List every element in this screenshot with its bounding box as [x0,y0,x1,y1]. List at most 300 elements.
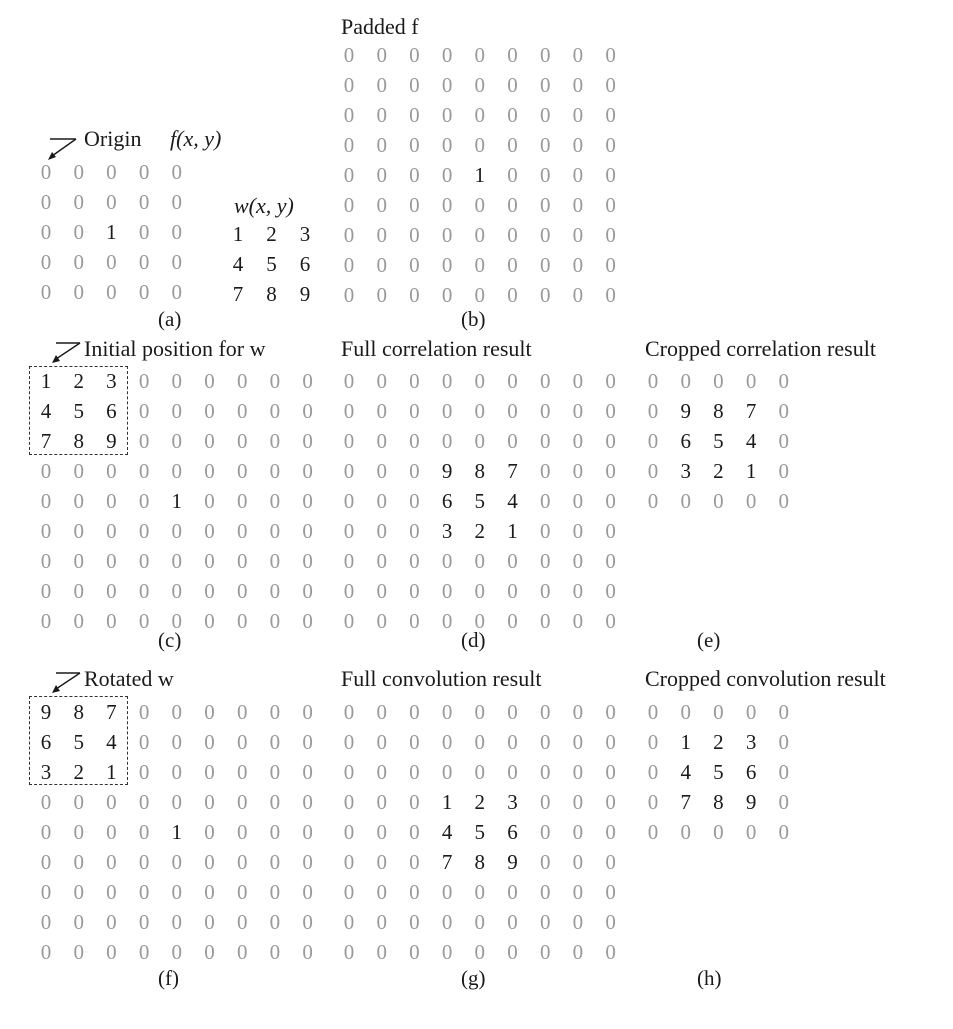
matrix-cell: 0 [539,133,551,157]
matrix-cell: 0 [778,700,790,724]
matrix-cell: 0 [441,579,453,603]
matrix-cell: 0 [441,609,453,633]
matrix-cell: 0 [302,579,313,603]
matrix-cell: 0 [605,910,616,934]
matrix-cell: 0 [236,369,248,393]
matrix-cell: 0 [605,519,616,543]
matrix-cell: 0 [539,730,551,754]
matrix-cell: 0 [680,369,691,393]
matrix-cell: 0 [474,579,486,603]
matrix-cell: 0 [343,103,355,127]
matrix-cell: 0 [778,459,790,483]
matrix-cell: 0 [40,190,52,214]
matrix-cell: 2 [713,459,724,483]
matrix-cell: 0 [302,429,313,453]
matrix-cell: 8 [474,850,486,874]
matrix-cell: 0 [204,369,215,393]
matrix-cell: 1 [745,459,757,483]
matrix-cell: 0 [171,399,183,423]
matrix-cell: 0 [474,43,486,67]
matrix-cell: 0 [605,760,616,784]
matrix-cell: 3 [106,369,117,393]
matrix-cell: 0 [171,250,183,274]
matrix-cell: 0 [441,163,453,187]
matrix-cell: 7 [232,282,244,306]
f-xy-label: f(x, y) [170,126,222,151]
matrix-cell: 0 [269,399,281,423]
matrix-cell: 0 [572,730,584,754]
matrix-cell: 0 [409,820,420,844]
matrix-cell: 0 [138,369,150,393]
matrix-cell: 0 [171,280,183,304]
matrix-cell: 0 [539,489,551,513]
matrix-cell: 0 [40,220,52,244]
matrix-cell: 2 [73,369,84,393]
matrix-cell: 0 [269,760,281,784]
matrix-cell: 0 [409,369,420,393]
matrix-cell: 0 [204,850,215,874]
matrix-cell: 0 [236,579,248,603]
matrix-cell: 0 [572,880,584,904]
matrix-cell: 0 [204,579,215,603]
matrix-cell: 0 [572,850,584,874]
matrix-cell: 0 [376,730,387,754]
matrix-cell: 0 [778,820,790,844]
matrix-cell: 0 [507,700,518,724]
matrix-cell: 0 [376,253,387,277]
matrix-cell: 0 [572,459,584,483]
matrix-cell: 0 [441,880,453,904]
matrix-cell: 0 [474,730,486,754]
full-convolution-label: Full convolution result [341,666,542,691]
matrix-cell: 0 [572,609,584,633]
matrix-cell: 0 [745,820,757,844]
matrix-cell: 0 [171,220,183,244]
cropped-correlation-label: Cropped correlation result [645,336,876,361]
matrix-cell: 0 [302,760,313,784]
matrix-cell: 0 [409,43,420,67]
matrix-cell: 0 [572,489,584,513]
matrix-cell: 0 [302,399,313,423]
matrix-cell: 0 [376,43,387,67]
matrix-cell: 0 [745,369,757,393]
matrix-cell: 0 [171,760,183,784]
matrix-cell: 0 [343,399,355,423]
matrix-cell: 9 [507,850,518,874]
matrix-cell: 0 [376,609,387,633]
matrix-cell: 0 [647,459,659,483]
matrix-cell: 0 [376,880,387,904]
matrix-cell: 0 [269,369,281,393]
matrix-cell: 0 [343,459,355,483]
matrix-cell: 0 [376,369,387,393]
matrix-cell: 0 [171,459,183,483]
matrix-cell: 0 [539,43,551,67]
matrix-cell: 0 [507,369,518,393]
matrix-cell: 4 [441,820,453,844]
matrix-cell: 0 [605,850,616,874]
matrix-cell: 0 [73,820,84,844]
matrix-cell: 0 [106,579,117,603]
matrix-cell: 0 [474,910,486,934]
matrix-cell: 0 [376,489,387,513]
matrix-cell: 0 [572,760,584,784]
matrix-cell: 0 [409,760,420,784]
matrix-cell: 0 [409,519,420,543]
matrix-cell: 0 [269,459,281,483]
matrix-cell: 0 [343,489,355,513]
matrix-cell: 0 [106,489,117,513]
matrix-cell: 2 [474,790,486,814]
matrix-cell: 0 [474,700,486,724]
matrix-cell: 0 [605,43,616,67]
matrix-cell: 0 [171,790,183,814]
matrix-cell: 9 [299,282,311,306]
matrix-cell: 0 [441,223,453,247]
matrix-cell: 0 [73,220,84,244]
matrix-cell: 0 [474,399,486,423]
matrix-cell: 0 [73,579,84,603]
cropped-convolution-label: Cropped convolution result [645,666,886,691]
matrix-cell: 0 [171,369,183,393]
matrix-cell: 0 [647,399,659,423]
matrix-cell: 0 [236,549,248,573]
matrix-cell: 0 [539,940,551,964]
matrix-cell: 5 [73,399,84,423]
matrix-cell: 0 [138,489,150,513]
matrix-cell: 0 [572,399,584,423]
matrix-cell: 0 [409,399,420,423]
caption-a: (a) [158,307,182,331]
matrix-cell: 0 [343,940,355,964]
matrix-cell: 0 [409,579,420,603]
matrix-cell: 0 [302,700,313,724]
caption-e: (e) [697,628,721,652]
caption-h: (h) [697,966,722,990]
matrix-cell: 0 [138,399,150,423]
matrix-cell: 0 [138,429,150,453]
matrix-cell: 0 [269,489,281,513]
matrix-cell: 0 [171,429,183,453]
matrix-cell: 0 [302,940,313,964]
matrix-cell: 0 [605,103,616,127]
matrix-cell: 0 [605,429,616,453]
matrix-cell: 0 [343,193,355,217]
matrix-cell: 0 [343,880,355,904]
matrix-cell: 8 [73,429,84,453]
matrix-cell: 0 [539,700,551,724]
matrix-cell: 0 [507,283,518,307]
matrix-cell: 0 [236,459,248,483]
matrix-cell: 0 [204,730,215,754]
matrix-cell: 0 [441,103,453,127]
matrix-cell: 0 [539,579,551,603]
matrix-cell: 0 [474,609,486,633]
matrix-cell: 3 [680,459,691,483]
matrix-cell: 0 [507,429,518,453]
matrix-cell: 0 [647,700,659,724]
matrix-cell: 0 [539,103,551,127]
matrix-cell: 0 [138,790,150,814]
matrix-cell: 0 [204,459,215,483]
matrix-cell: 0 [376,579,387,603]
matrix-cell: 0 [138,730,150,754]
matrix-cell: 0 [376,519,387,543]
matrix-cell: 0 [474,103,486,127]
matrix-cell: 0 [106,880,117,904]
matrix-cell: 0 [376,459,387,483]
matrix-cell: 0 [73,459,84,483]
matrix-cell: 8 [713,399,724,423]
matrix-cell: 0 [507,760,518,784]
matrix-cell: 0 [409,850,420,874]
matrix-cell: 0 [572,910,584,934]
matrix-cell: 0 [409,459,420,483]
matrix-cell: 8 [713,790,724,814]
matrix-cell: 1 [474,163,486,187]
matrix-cell: 5 [474,820,486,844]
matrix-cell: 0 [539,850,551,874]
matrix-cell: 0 [171,850,183,874]
matrix-cell: 0 [138,760,150,784]
matrix-cell: 0 [409,549,420,573]
matrix-cell: 0 [204,760,215,784]
matrix-cell: 0 [409,193,420,217]
matrix-cell: 3 [745,730,757,754]
matrix-cell: 0 [269,579,281,603]
w-xy-label: w(x, y) [234,193,294,218]
matrix-cell: 0 [236,790,248,814]
matrix-cell: 0 [539,880,551,904]
matrix-cell: 0 [40,820,52,844]
matrix-cell: 0 [441,700,453,724]
matrix-cell: 0 [539,369,551,393]
matrix-cell: 0 [302,820,313,844]
matrix-cell: 9 [106,429,117,453]
matrix-cell: 0 [343,133,355,157]
matrix-cell: 2 [474,519,486,543]
matrix-cell: 0 [409,880,420,904]
matrix-cell: 0 [204,790,215,814]
matrix-cell: 0 [605,880,616,904]
matrix-cell: 0 [171,519,183,543]
matrix-cell: 4 [40,399,52,423]
matrix-cell: 0 [507,133,518,157]
matrix-cell: 0 [138,459,150,483]
matrix-cell: 5 [266,252,277,276]
matrix-cell: 0 [605,399,616,423]
matrix-cell: 0 [474,880,486,904]
matrix-cell: 0 [605,253,616,277]
matrix-cell: 0 [409,609,420,633]
matrix-cell: 0 [236,399,248,423]
matrix-cell: 5 [73,730,84,754]
matrix-cell: 0 [204,880,215,904]
matrix-cell: 0 [441,133,453,157]
matrix-cell: 3 [40,760,52,784]
matrix-cell: 0 [713,820,724,844]
matrix-cell: 0 [507,399,518,423]
matrix-cell: 0 [73,519,84,543]
matrix-cell: 0 [647,429,659,453]
matrix-cell: 0 [269,850,281,874]
matrix-cell: 0 [507,163,518,187]
matrix-cell: 0 [376,133,387,157]
matrix-cell: 0 [572,519,584,543]
matrix-cell: 0 [376,760,387,784]
matrix-cell: 0 [269,429,281,453]
matrix-cell: 0 [474,223,486,247]
matrix-cell: 0 [605,459,616,483]
matrix-cell: 9 [441,459,453,483]
matrix-cell: 0 [343,283,355,307]
matrix-cell: 0 [171,700,183,724]
matrix-cell: 6 [40,730,52,754]
caption-b: (b) [461,307,486,331]
matrix-cell: 0 [302,730,313,754]
matrix-cell: 0 [572,700,584,724]
matrix-cell: 9 [40,700,52,724]
matrix-cell: 5 [713,760,724,784]
matrix-cell: 0 [539,549,551,573]
matrix-cell: 0 [605,133,616,157]
matrix-cell: 7 [745,399,757,423]
matrix-cell: 0 [441,253,453,277]
matrix-cell: 0 [474,549,486,573]
matrix-cell: 0 [605,609,616,633]
matrix-cell: 0 [343,223,355,247]
matrix-cell: 0 [572,163,584,187]
matrix-cell: 0 [302,880,313,904]
matrix-cell: 0 [647,820,659,844]
matrix-cell: 0 [204,700,215,724]
matrix-cell: 0 [376,163,387,187]
matrix-cell: 9 [680,399,691,423]
matrix-cell: 0 [605,163,616,187]
matrix-cell: 0 [474,369,486,393]
matrix-cell: 0 [605,489,616,513]
matrix-cell: 0 [605,283,616,307]
matrix-cell: 0 [409,223,420,247]
matrix-cell: 0 [343,519,355,543]
matrix-cell: 0 [539,73,551,97]
matrix-cell: 0 [171,880,183,904]
matrix-cell: 0 [647,489,659,513]
matrix-cell: 1 [40,369,52,393]
matrix-cell: 1 [680,730,691,754]
matrix-cell: 0 [539,163,551,187]
matrix-cell: 0 [680,489,691,513]
matrix-cell: 0 [40,940,52,964]
matrix-cell: 6 [106,399,117,423]
matrix-cell: 0 [138,850,150,874]
matrix-cell: 0 [106,820,117,844]
matrix-cell: 0 [236,429,248,453]
matrix-cell: 0 [507,549,518,573]
matrix-cell: 0 [236,519,248,543]
matrix-cell: 4 [232,252,244,276]
matrix-cell: 0 [441,760,453,784]
matrix-cell: 0 [106,609,117,633]
matrix-cell: 7 [441,850,453,874]
matrix-cell: 7 [40,429,52,453]
matrix-cell: 0 [539,223,551,247]
matrix-cell: 0 [40,880,52,904]
matrix-cell: 0 [138,910,150,934]
matrix-cell: 8 [73,700,84,724]
matrix-cell: 1 [171,820,183,844]
matrix-cell: 0 [302,459,313,483]
matrix-cell: 0 [539,760,551,784]
matrix-cell: 0 [572,549,584,573]
matrix-cell: 9 [745,790,757,814]
matrix-cell: 0 [73,910,84,934]
matrix-cell: 0 [745,489,757,513]
matrix-cell: 0 [106,160,117,184]
matrix-cell: 0 [73,850,84,874]
matrix-cell: 0 [572,429,584,453]
matrix-cell: 0 [507,940,518,964]
matrix-cell: 0 [106,459,117,483]
matrix-cell: 0 [236,820,248,844]
matrix-cell: 0 [236,700,248,724]
matrix-cell: 0 [409,253,420,277]
initial-position-label: Initial position for w [84,336,266,361]
matrix-cell: 0 [204,429,215,453]
matrix-cell: 0 [409,730,420,754]
matrix-cell: 0 [343,850,355,874]
matrix-cell: 0 [376,700,387,724]
matrix-cell: 0 [236,609,248,633]
matrix-cell: 6 [299,252,311,276]
matrix-cell: 0 [572,369,584,393]
matrix-cell: 0 [376,283,387,307]
matrix-cell: 0 [605,730,616,754]
caption-d: (d) [461,628,486,652]
matrix-cell: 0 [269,609,281,633]
caption-g: (g) [461,966,486,990]
matrix-cell: 0 [539,283,551,307]
matrix-cell: 0 [539,399,551,423]
matrix-cell: 0 [605,820,616,844]
matrix-cell: 0 [507,579,518,603]
caption-f: (f) [158,966,179,990]
matrix-cell: 0 [138,190,150,214]
matrix-cell: 0 [269,549,281,573]
matrix-cell: 4 [745,429,757,453]
matrix-cell: 0 [605,549,616,573]
matrix-cell: 0 [507,880,518,904]
matrix-cell: 0 [269,700,281,724]
matrix-cell: 0 [647,790,659,814]
matrix-cell: 0 [507,193,518,217]
matrix-cell: 0 [73,250,84,274]
matrix-cell: 0 [376,73,387,97]
matrix-cell: 0 [539,253,551,277]
matrix-cell: 0 [269,880,281,904]
matrix-cell: 0 [343,609,355,633]
matrix-cell: 0 [204,519,215,543]
matrix-cell: 3 [507,790,518,814]
matrix-cell: 0 [507,43,518,67]
matrix-cell: 0 [40,790,52,814]
matrix-cell: 0 [40,489,52,513]
matrix-cell: 0 [474,429,486,453]
matrix-cell: 0 [441,193,453,217]
matrix-cell: 0 [572,253,584,277]
matrix-cell: 0 [73,160,84,184]
matrix-cell: 0 [73,489,84,513]
